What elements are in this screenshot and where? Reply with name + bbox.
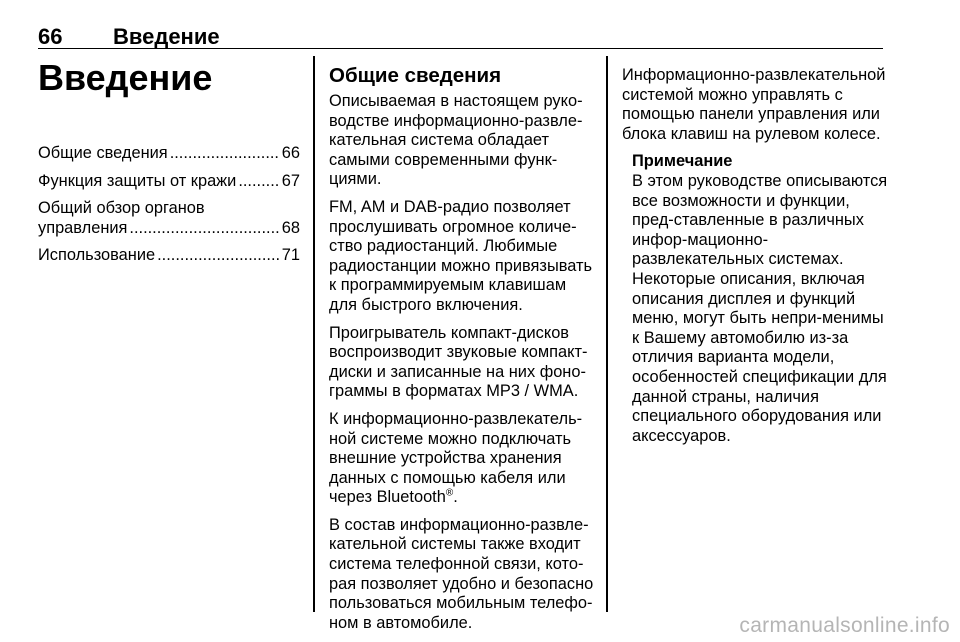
toc-entry[interactable]: [38, 172, 300, 192]
note-block: [622, 152, 890, 446]
toc-entry-page: 71: [281, 246, 300, 265]
toc-dot-leader: [170, 144, 280, 164]
chapter-title: Введение: [38, 57, 213, 98]
column-divider-left: [313, 56, 315, 612]
toc-dot-leader: [238, 172, 279, 192]
page-number: 66: [38, 24, 63, 49]
toc-entry[interactable]: [38, 199, 300, 238]
note-text: В этом руководстве описываются все возможности и функции, пред-ставленные в различных инфор-мационно-развлекательных системах. Некоторые описания, включая описания дисплея и функций меню, могут быть непри-менимы к Вашему автомобилю из-за отличия варианта модели, особенностей спецификации для данной страны, наличия специального оборудования или аксессуаров.: [632, 171, 888, 445]
header-section-title: Введение: [113, 24, 220, 49]
toc-entry[interactable]: [38, 144, 300, 164]
toc-entry-page: 66: [281, 144, 300, 162]
toc-entry-label: Общие сведения: [38, 144, 168, 162]
toc-entry-page: 68: [281, 218, 300, 237]
toc-entry-label: Использование: [38, 246, 156, 265]
toc-dot-leader: [129, 219, 279, 239]
column-divider-right: [606, 56, 608, 612]
page-header: [38, 10, 883, 49]
toc-entry-page: 67: [281, 171, 300, 190]
paragraph: В состав информационно-развле-кательной системы также входит система телефонной связи, кото-рая позволяет удобно и безопасно пользоваться мобильным телефо-ном в автомобиле.: [329, 515, 594, 632]
toc-dot-leader: [157, 246, 280, 266]
paragraph-text: К информационно-развлекатель-ной системе можно подключать внешние устройства хранения данных с помощью кабеля или через Bluetooth: [329, 409, 583, 507]
section-title: Общие сведения: [329, 64, 502, 87]
paragraph: Информационно-развлекательной системой можно управлять с помощью панели управления или блока клавиш на рулевом колесе.: [622, 66, 886, 143]
paragraph-bluetooth: [329, 410, 595, 508]
table-of-contents: [38, 144, 300, 274]
toc-entry[interactable]: [38, 246, 300, 266]
column-middle: [329, 64, 595, 633]
watermark: carmanualsonline.info: [739, 614, 950, 637]
paragraph: Описываемая в настоящем руко-водстве информационно-развле-кательная система обладает самыми современными функ-циями.: [329, 92, 583, 189]
toc-entry-label: Функция защиты от кражи: [38, 171, 237, 190]
column-right: [622, 66, 890, 446]
toc-entry-label: управления: [38, 218, 128, 237]
registered-mark: ®: [445, 487, 454, 499]
paragraph: Проигрыватель компакт-дисков воспроизводит звуковые компакт-диски и записанные на них фоно-граммы в форматах MP3 / WMA.: [329, 323, 588, 401]
paragraph-end: .: [453, 488, 458, 507]
note-title: Примечание: [632, 152, 733, 171]
paragraph: FM, AM и DAB-радио позволяет прослушивать огромное количе-ство радиостанций. Любимые радиостанции можно привязывать к программируемым клавишам для быстрого включения.: [329, 197, 593, 314]
toc-entry-label-line1: Общий обзор органов: [38, 199, 205, 218]
